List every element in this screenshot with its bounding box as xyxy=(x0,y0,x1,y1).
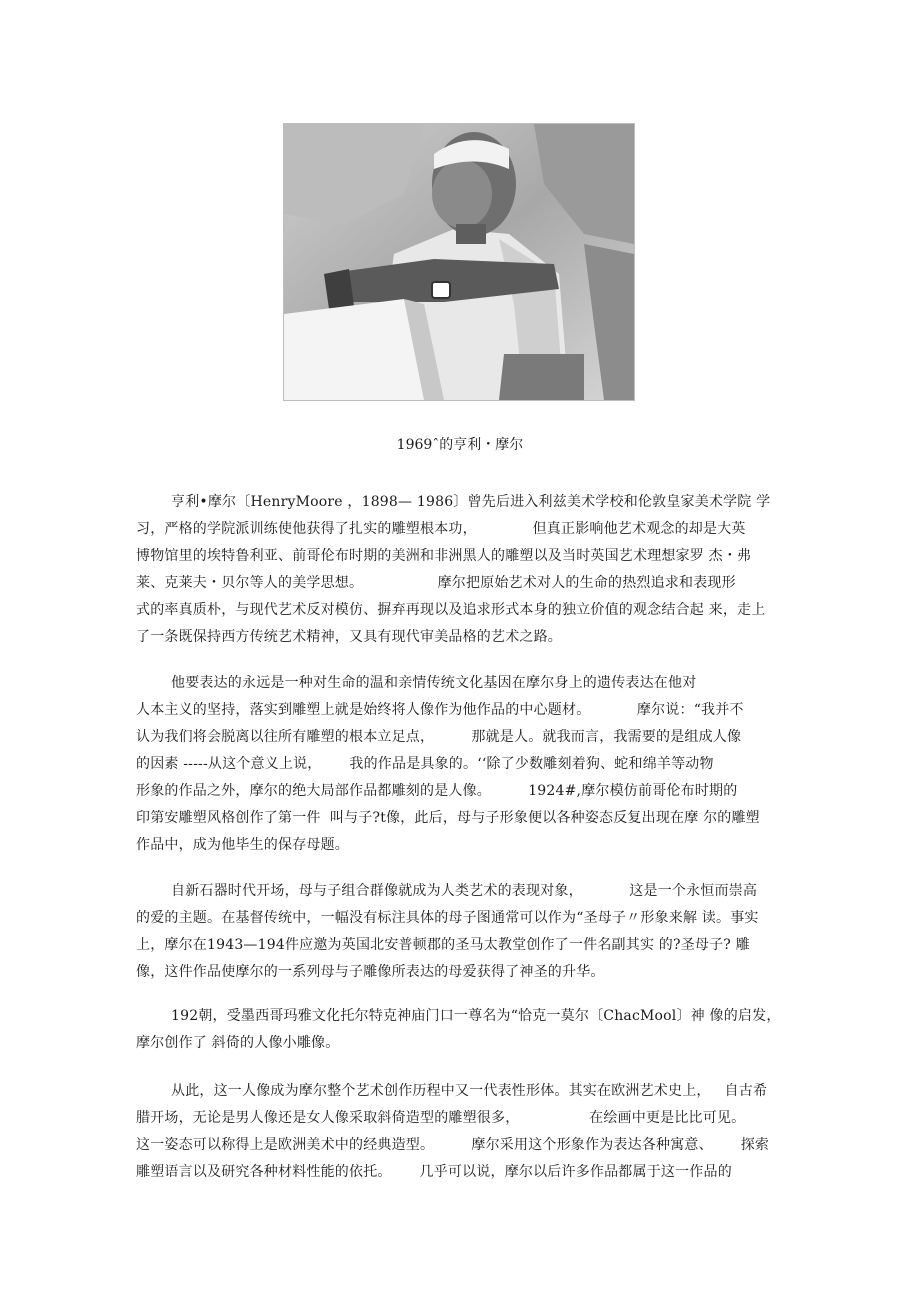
photo-caption: 1969ˆ的亨利・摩尔 xyxy=(396,437,524,453)
paragraph-1-line: 式的率真质朴，与现代艺术反对模仿、摒弃再现以及追求形式本身的独立价值的观念结合起 来，走上 xyxy=(136,602,766,618)
paragraph-2-line: 作品中，成为他毕生的保存母题。 xyxy=(136,837,349,853)
paragraph-1-line: 亨利•摩尔〔HenryMoore ，1898— 1986〕曾先后进入利兹美术学校和伦敦皇家美术学院 学 xyxy=(171,494,771,510)
paragraph-2-line: 形象的作品之外，摩尔的绝大局部作品都雕刻的是人像。 1924#,摩尔模仿前哥伦布时期的 xyxy=(136,783,738,799)
paragraph-2-line: 人本主义的坚持，落实到雕塑上就是始终将人像作为他作品的中心题材。 摩尔说：“我并不 xyxy=(136,702,744,718)
paragraph-5-line: 腊开场，无论是男人像还是女人像采取斜倚造型的雕塑很多， 在绘画中更是比比可见。 xyxy=(136,1110,746,1126)
paragraph-1-line: 莱、克莱夫・贝尔等人的美学思想。 摩尔把原始艺术对人的生命的热烈追求和表现形 xyxy=(136,575,736,591)
paragraph-3-line: 像，这件作品使摩尔的一系列母与子雕像所表达的母爱获得了神圣的升华。 xyxy=(136,964,605,980)
paragraph-3-line: 的爱的主题。在基督传统中，一幅没有标注具体的母子图通常可以作为“圣母子〃形象来解 读。事实 xyxy=(136,910,759,926)
paragraph-5-line: 这一姿态可以称得上是欧洲美术中的经典造型。 摩尔采用这个形象作为表达各种寓意、 探索 xyxy=(136,1137,770,1153)
paragraph-3-line: 自新石器时代开场，母与子组合群像就成为人类艺术的表现对象， 这是一个永恒而崇高 xyxy=(171,883,758,899)
paragraph-2-line: 印第安雕塑风格创作了第一件 叫与子?t像，此后，母与子形象便以各种姿态反复出现在摩 尔的雕塑 xyxy=(136,810,760,826)
paragraph-2-line: 的因素 -----从这个意义上说， 我的作品是具象的。‘‘除了少数雕刻着狗、蛇和绵羊等动物 xyxy=(136,756,714,772)
paragraph-5-line: 从此，这一人像成为摩尔整个艺术创作历程中又一代表性形体。其实在欧洲艺术史上， 自古希 xyxy=(171,1083,768,1099)
portrait-photo xyxy=(283,123,635,401)
paragraph-4-line: 摩尔创作了 斜倚的人像小雕像。 xyxy=(136,1035,340,1051)
paragraph-5-line: 雕塑语言以及研究各种材料性能的依托。 几乎可以说，摩尔以后许多作品都属于这一作品的 xyxy=(136,1164,732,1180)
paragraph-1-line: 习，严格的学院派训练使他获得了扎实的雕塑根本功， 但真正影响他艺术观念的却是大英 xyxy=(136,521,746,537)
paragraph-1-line: 了一条既保持西方传统艺术精神，又具有现代审美品格的艺术之路。 xyxy=(136,629,562,645)
paragraph-2-line: 他要表达的永远是一种对生命的温和亲情传统文化基因在摩尔身上的遗传表达在他对 xyxy=(171,675,697,691)
paragraph-1-line: 博物馆里的埃特鲁利亚、前哥伦布时期的美洲和非洲黑人的雕塑以及当时英国艺术理想家罗 杰・弗 xyxy=(136,548,752,564)
portrait-image xyxy=(284,124,634,400)
paragraph-4-line: 192朝，受墨西哥玛雅文化托尔特克神庙门口一尊名为“恰克一莫尔〔ChacMool〕神 像的启发， xyxy=(171,1008,781,1024)
paragraph-2-line: 认为我们将会脱离以往所有雕塑的根本立足点， 那就是人。就我而言，我需要的是组成人像 xyxy=(136,729,742,745)
paragraph-3-line: 上，摩尔在1943—194件应邀为英国北安普顿郡的圣马太教堂创作了一件名副其实 的?圣母子? 雕 xyxy=(136,937,750,953)
